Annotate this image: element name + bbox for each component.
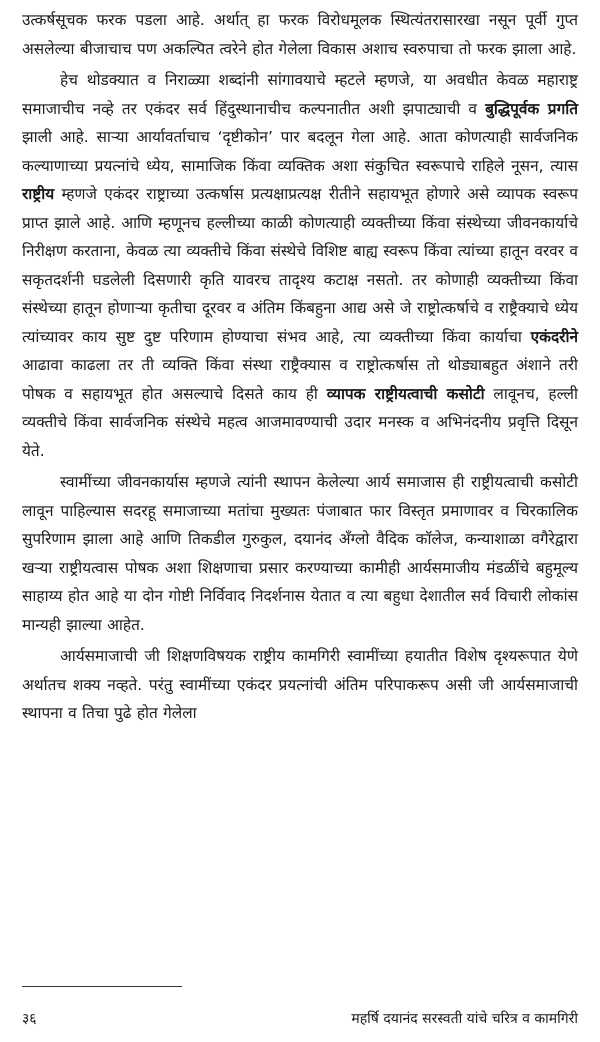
text-segment: आर्यसमाजाची जी शिक्षणविषयक राष्ट्रीय कामगिरी स्वामींच्या हयातीत विशेष दृश्यरूपात येणे अर्थातच शक्य नव्हते. परंतु स्वामींच्या एकंदर प्रयत्नांची अंतिम परिपाकरूप असी जी आर्यसमाजाची स्थापना व तिचा पुढे होत गेलेला — [22, 647, 578, 722]
running-title: महर्षि दयानंद सरस्वती यांचे चरित्र व कामगिरी — [351, 1010, 578, 1027]
footer-rule — [22, 986, 182, 987]
paragraph — [22, 642, 578, 728]
page-footer — [22, 1004, 578, 1032]
page-number: ३६ — [22, 1010, 37, 1027]
bold-text: राष्ट्रीय — [22, 185, 55, 203]
text-segment: म्हणजे एकंदर राष्ट्राच्या उत्कर्षास प्रत्यक्षाप्रत्यक्ष रीतीने सहायभूत होणारे असे व्यापक स्वरूप प्राप्त झाले आहे. आणि म्हणूनच हल्लीच्या काळी कोणत्याही व्यक्तीच्या किंवा संस्थेच्या जीवनकार्याचे निरीक्षण करताना, केवळ त्या व्यक्तीचे किंवा संस्थेचे विशिष्ट बाह्य स्वरूप किंवा त्यांच्या हातून वरवर व सकृतदर्शनी घडलेली दिसणारी कृति यावरच तादृश्य कटाक्ष नसतो. तर कोणाही व्यक्तीच्या किंवा संस्थेच्या हातून होणाऱ्या कृतीचा दूरवर व अंतिम किंबहुना आद्य असे जे राष्ट्रोत्कर्षाचे व राष्ट्रैक्याचे ध्येय त्यांच्यावर काय सुष्ट दुष्ट परिणाम होण्याचा संभव आहे, त्या व्यक्तीच्या किंवा कार्याचा — [22, 185, 578, 346]
body-text — [22, 6, 578, 728]
paragraph — [22, 468, 578, 639]
bold-text: व्यापक राष्ट्रीयत्वाची कसोटी — [326, 384, 485, 403]
paragraph — [22, 6, 578, 63]
text-segment: स्वामींच्या जीवनकार्यास म्हणजे त्यांनी स्थापन केलेल्या आर्य समाजास ही राष्ट्रीयत्वाची कसोटी लावून पाहिल्यास सदरहू समाजाच्या मतांचा मुख्यतः पंजाबात फार विस्तृत प्रमाणावर व चिरकालिक सुपरिणाम झाला आहे आणि तिकडील गुरुकुल, दयानंद अँग्लो वैदिक कॉलेज, कन्याशाळा वगैरेद्वारा खऱ्या राष्ट्रीयत्वास पोषक अशा शिक्षणाचा प्रसार करण्याच्या कामीही आर्यसमाजीय मंडळींचे बहुमूल्य साहाय्य होत आहे या दोन गोष्टी निर्विवाद निदर्शनास येतात व त्या बहुधा देशातील सर्व विचारी लोकांस मान्यही झाल्या आहेत. — [22, 473, 578, 634]
bold-text: एकंदरीने — [530, 327, 578, 346]
text-segment: लावूनच, हल्ली व्यक्तीचे किंवा सार्वजनिक संस्थेचे महत्व आजमावण्याची उदार मनस्क व अभिनंदनीय प्रवृत्ति दिसून येते. — [22, 384, 578, 460]
text-segment: आढावा काढला तर ती व्यक्ति किंवा संस्था राष्ट्रैक्यास व राष्ट्रोत्कर्षास तो थोड्याबहुत अंशाने तरी पोषक व सहायभूत होत असल्याचे दिसते काय ही — [22, 356, 578, 403]
bold-text: बुद्धिपूर्वक प्रगति — [485, 99, 578, 118]
text-segment: उत्कर्षसूचक फरक पडला आहे. अर्थात् हा फरक विरोधमूलक स्थित्यंतरासारखा नसून पूर्वी गुप्त असलेल्या बीजाचाच पण अकल्पित त्वरेने होत गेलेला विकास अशाच स्वरुपाचा तो फरक झाला आहे. — [22, 11, 578, 58]
text-segment: हेच थोडक्यात व निराळ्या शब्दांनी सांगावयाचे म्हटले म्हणजे, या अवधीत केवळ महाराष्ट्र समाजाचीच नव्हे तर एकंदर सर्व हिंदुस्थानाचीच कल्पनातीत अशी झपाट्याची व — [22, 71, 578, 118]
text-segment: झाली आहे. साऱ्या आर्यावर्ताचाच ‘दृष्टीकोन’ पार बदलून गेला आहे. आता कोणत्याही सार्वजनिक कल्याणाच्या प्रयत्नांचे ध्येय, सामाजिक किंवा व्यक्तिक अशा संकुचित स्वरूपाचे राहिले नूसन, त्यास — [22, 128, 578, 175]
paragraph — [22, 66, 578, 465]
